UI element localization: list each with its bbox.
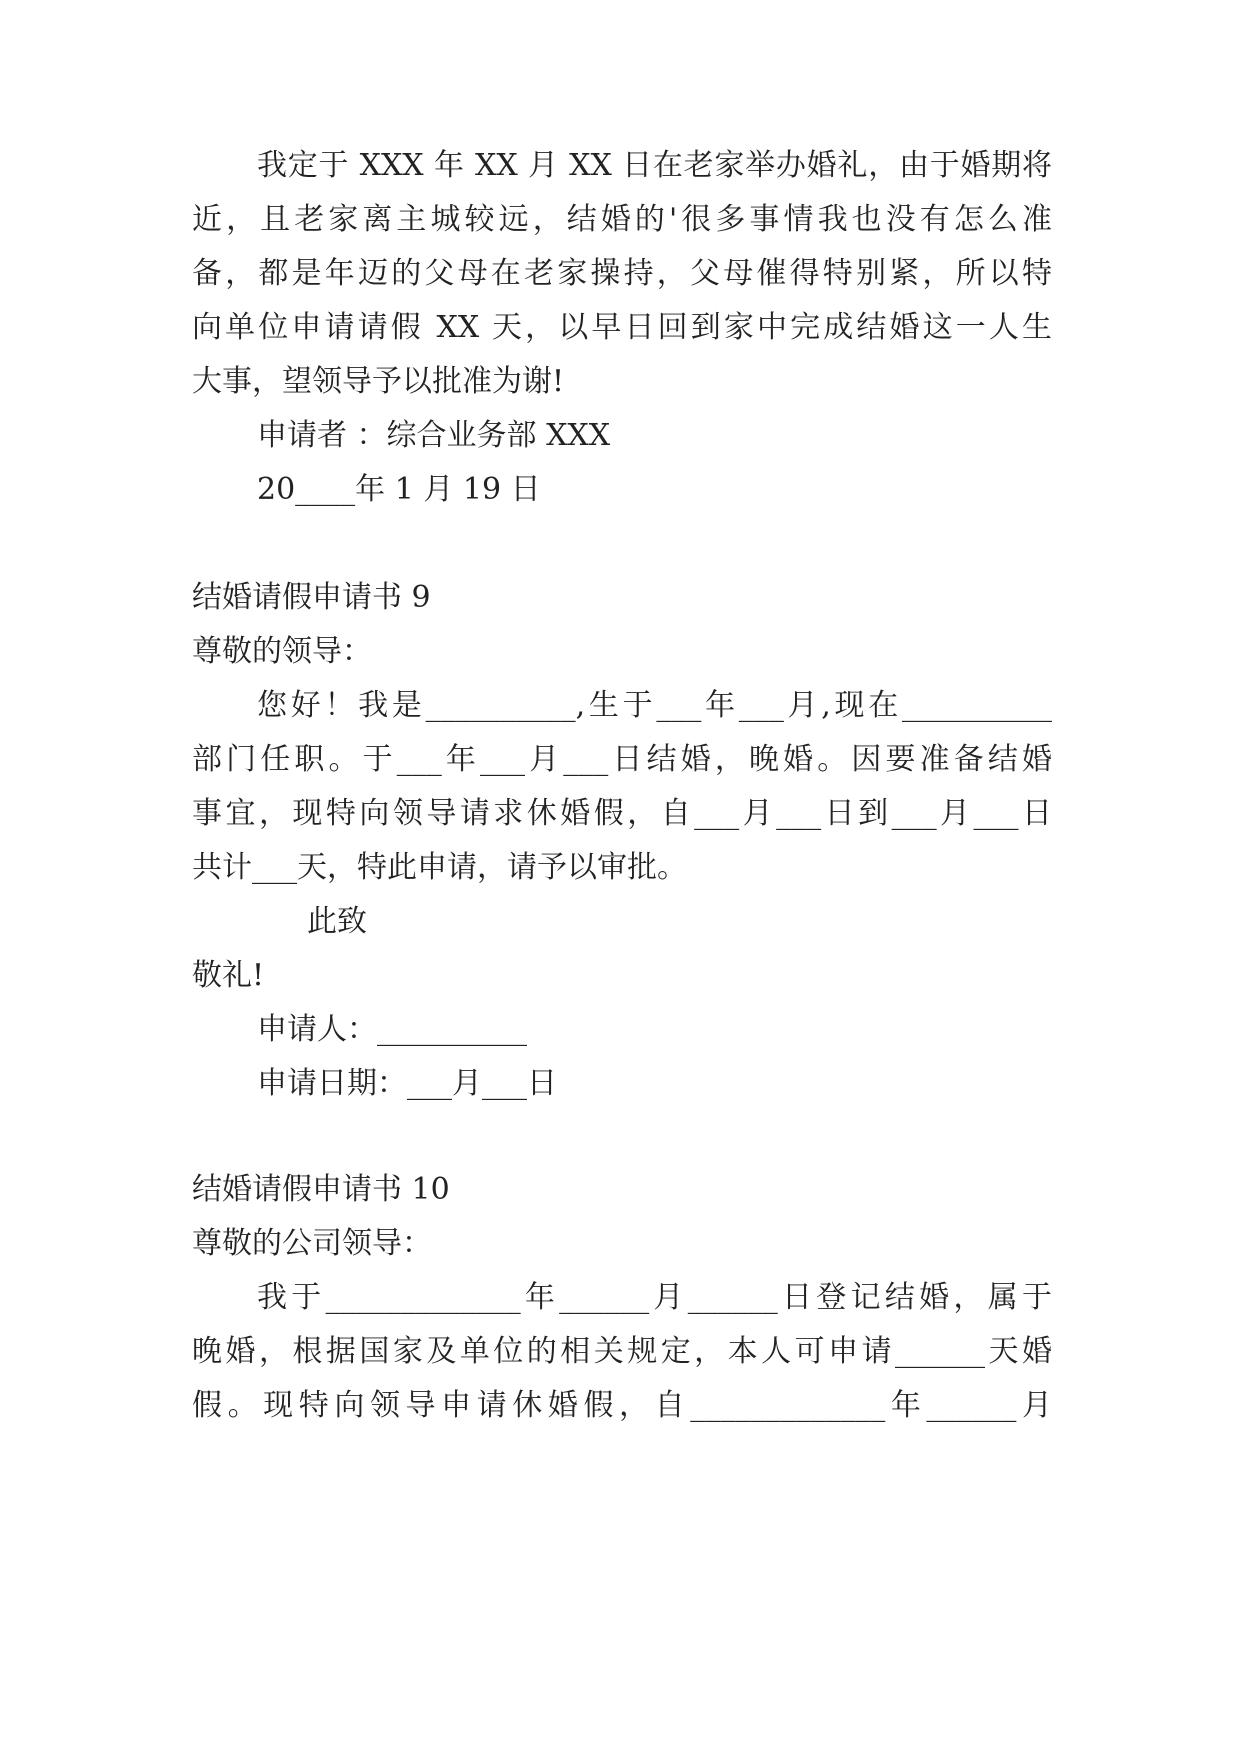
- salutation: 尊敬的领导：: [192, 634, 372, 669]
- applicant-line: 申请人：__________: [257, 1012, 527, 1047]
- body-text-line: 假。现特向领导申请休婚假，自_____________年______月: [192, 1388, 1052, 1423]
- body-text-line: 您好！我是__________,生于___年___月,现在__________: [257, 688, 1052, 723]
- body-text-line: 备，都是年迈的父母在老家操持，父母催得特别紧，所以特: [192, 256, 1052, 291]
- body-text-line: 我定于 XXX 年 XX 月 XX 日在老家举办婚礼，由于婚期将: [257, 148, 1052, 183]
- body-text-line: 大事，望领导予以批准为谢!: [192, 364, 565, 399]
- body-text-line: 部门任职。于___年___月___日结婚，晚婚。因要准备结婚: [192, 742, 1052, 777]
- body-text-line: 晚婚，根据国家及单位的相关规定，本人可申请______天婚: [192, 1334, 1052, 1369]
- salutation: 尊敬的公司领导：: [192, 1226, 432, 1261]
- section-title: 结婚请假申请书 10: [192, 1172, 450, 1207]
- body-text-line: 向单位申请请假 XX 天，以早日回到家中完成结婚这一人生: [192, 310, 1052, 345]
- date-line: 20____年 1 月 19 日: [257, 472, 541, 507]
- body-text-line: 我于_____________年______月______日登记结婚，属于: [257, 1280, 1052, 1315]
- applicant-line: 申请者 ：综合业务部 XXX: [257, 418, 611, 453]
- closing-line: 此致: [307, 904, 367, 939]
- body-text-line: 近，且老家离主城较远，结婚的'很多事情我也没有怎么准: [192, 202, 1052, 237]
- date-line: 申请日期：___月___日: [257, 1066, 557, 1101]
- section-title: 结婚请假申请书 9: [192, 580, 431, 615]
- body-text-line: 事宜，现特向领导请求休婚假，自___月___日到___月___日: [192, 796, 1052, 831]
- closing-line: 敬礼!: [192, 958, 265, 993]
- body-text-line: 共计___天，特此申请，请予以审批。: [192, 850, 687, 885]
